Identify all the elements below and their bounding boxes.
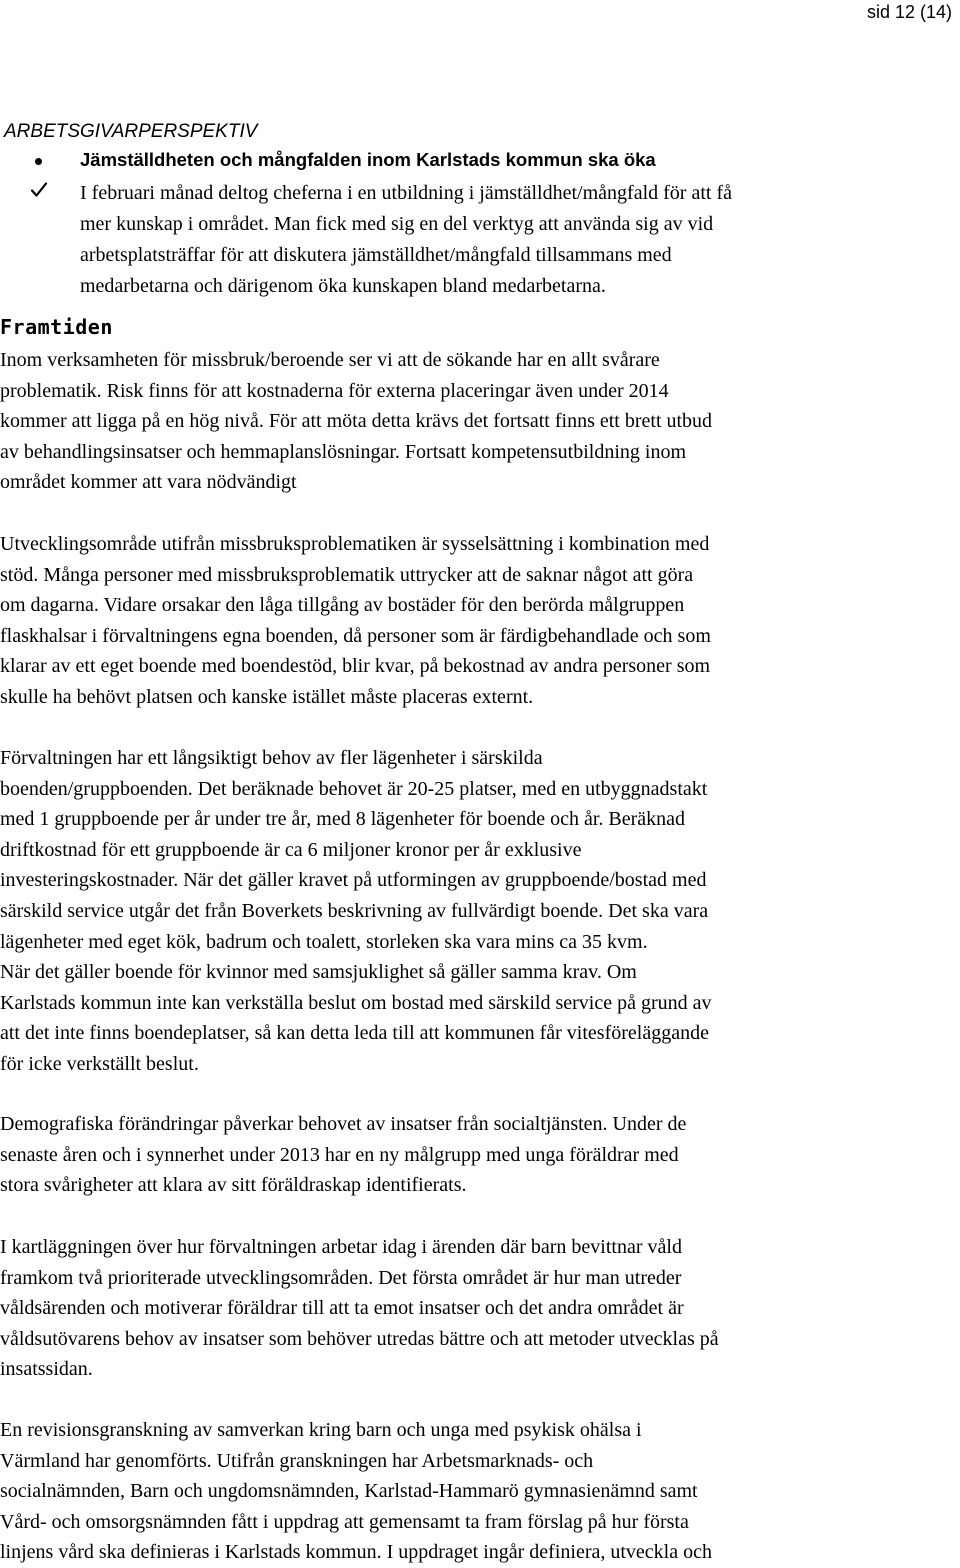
text-line: av behandlingsinsatser och hemmaplanslösningar. Fortsatt kompetensutbildning inom xyxy=(0,440,687,463)
text-line: för icke verkställt beslut. xyxy=(0,1052,199,1075)
text-line: När det gäller boende för kvinnor med samsjuklighet så gäller samma krav. Om xyxy=(0,961,637,984)
text-line: stora svårigheter att klara av sitt föräldraskap identifierats. xyxy=(0,1174,467,1197)
text-line: klarar av ett eget boende med boendestöd, blir kvar, på bekostnad av andra personer som xyxy=(0,655,711,678)
text-line: Värmland har genomförts. Utifrån granskningen har Arbetsmarknads- och xyxy=(0,1449,594,1472)
text-line: med 1 gruppboende per år under tre år, med 8 lägenheter för boende och år. Beräknad xyxy=(0,808,686,831)
text-line: Karlstads kommun inte kan verkställa beslut om bostad med särskild service på grund av xyxy=(0,991,712,1014)
text-line: Inom verksamheten för missbruk/beroende ser vi att de sökande har en allt svårare xyxy=(0,349,660,371)
checkmark-icon xyxy=(30,181,48,199)
text-line: arbetsplatsträffar för att diskutera jämställdhet/mångfald tillsammans med xyxy=(80,244,672,266)
text-line: skulle ha behövt platsen och kanske istället måste placeras externt. xyxy=(0,685,534,708)
text-line: våldsutövarens behov av insatser som behöver utredas bättre och att metoder utvecklas på xyxy=(0,1327,719,1350)
text-line: problematik. Risk finns för att kostnaderna för externa placeringar även under 2014 xyxy=(0,379,669,402)
text-line: medarbetarna och därigenom öka kunskapen bland medarbetarna. xyxy=(80,275,606,297)
text-line: särskild service utgår det från Boverkets beskrivning av fullvärdigt boende. Det ska vara xyxy=(0,899,709,922)
subheading-framtiden: Framtiden xyxy=(0,315,113,339)
text-line: insatssidan. xyxy=(0,1358,93,1381)
text-line: Förvaltningen har ett långsiktigt behov av fler lägenheter i särskilda xyxy=(0,747,543,769)
text-line: framkom två prioriterade utvecklingsområden. Det första området är hur man utreder xyxy=(0,1266,682,1289)
text-line: mer kunskap i området. Man fick med sig en del verktyg att använda sig av vid xyxy=(80,213,714,235)
text-line: stöd. Många personer med missbruksproblematik uttrycker att de saknar något att göra xyxy=(0,563,694,586)
text-line: Utvecklingsområde utifrån missbruksproblematiken är sysselsättning i kombination med xyxy=(0,533,710,555)
page-number: sid 12 (14) xyxy=(866,2,952,22)
text-line: lägenheter med eget kök, badrum och toalett, storleken ska vara mins ca 35 kvm. xyxy=(0,930,648,953)
text-line: flaskhalsar i förvaltningens egna boenden, då personer som är färdigbehandlade och som xyxy=(0,624,711,647)
text-line: driftkostnad för ett gruppboende är ca 6 miljoner kronor per år exklusive xyxy=(0,838,582,861)
paragraph xyxy=(0,1232,960,1385)
text-line: kommer att ligga på en hög nivå. För att möta detta krävs det fortsatt finns ett brett utbud xyxy=(0,410,713,433)
check-text xyxy=(80,178,960,302)
paragraph xyxy=(0,743,960,1080)
paragraph xyxy=(0,345,960,498)
section-heading: ARBETSGIVARPERSPEKTIV xyxy=(4,121,258,142)
text-line: våldsärenden och motiverar föräldrar till att ta emot insatser och det andra området är xyxy=(0,1297,684,1320)
paragraph xyxy=(0,529,960,713)
text-line: boenden/gruppboenden. Det beräknade behovet är 20-25 platser, med en utbyggnadstakt xyxy=(0,777,708,800)
text-line: Demografiska förändringar påverkar behovet av insatser från socialtjänsten. Under de xyxy=(0,1113,687,1135)
text-line: området kommer att vara nödvändigt xyxy=(0,471,297,494)
paragraph xyxy=(0,1415,960,1568)
text-line: socialnämnden, Barn och ungdomsnämnden, Karlstad-Hammarö gymnasienämnd samt xyxy=(0,1480,698,1503)
text-line: I februari månad deltog cheferna i en utbildning i jämställdhet/mångfald för att få xyxy=(80,182,732,204)
text-line: linjens vård ska definieras i Karlstads kommun. I uppdraget ingår definiera, utveckla och xyxy=(0,1541,712,1564)
text-line: att det inte finns boendeplatser, så kan detta leda till att kommunen får vitesföreläggande xyxy=(0,1022,709,1045)
bullet-dot-icon xyxy=(35,158,42,165)
text-line: senaste åren och i synnerhet under 2013 har en ny målgrupp med unga föräldrar med xyxy=(0,1143,679,1166)
text-line: investeringskostnader. När det gäller kravet på utformingen av gruppboende/bostad med xyxy=(0,869,707,892)
text-line: I kartläggningen över hur förvaltningen arbetar idag i ärenden där barn bevittnar våld xyxy=(0,1236,682,1258)
text-line: om dagarna. Vidare orsakar den låga tillgång av bostäder för den berörda målgruppen xyxy=(0,594,685,617)
text-line: Vård- och omsorgsnämnden fått i uppdrag att gemensamt ta fram förslag på hur första xyxy=(0,1510,689,1533)
text-line: En revisionsgranskning av samverkan kring barn och unga med psykisk ohälsa i xyxy=(0,1419,642,1441)
bullet-item xyxy=(0,148,960,174)
bullet-text: Jämställdheten och mångfalden inom Karlstads kommun ska öka xyxy=(80,149,656,170)
paragraph xyxy=(0,1109,960,1201)
